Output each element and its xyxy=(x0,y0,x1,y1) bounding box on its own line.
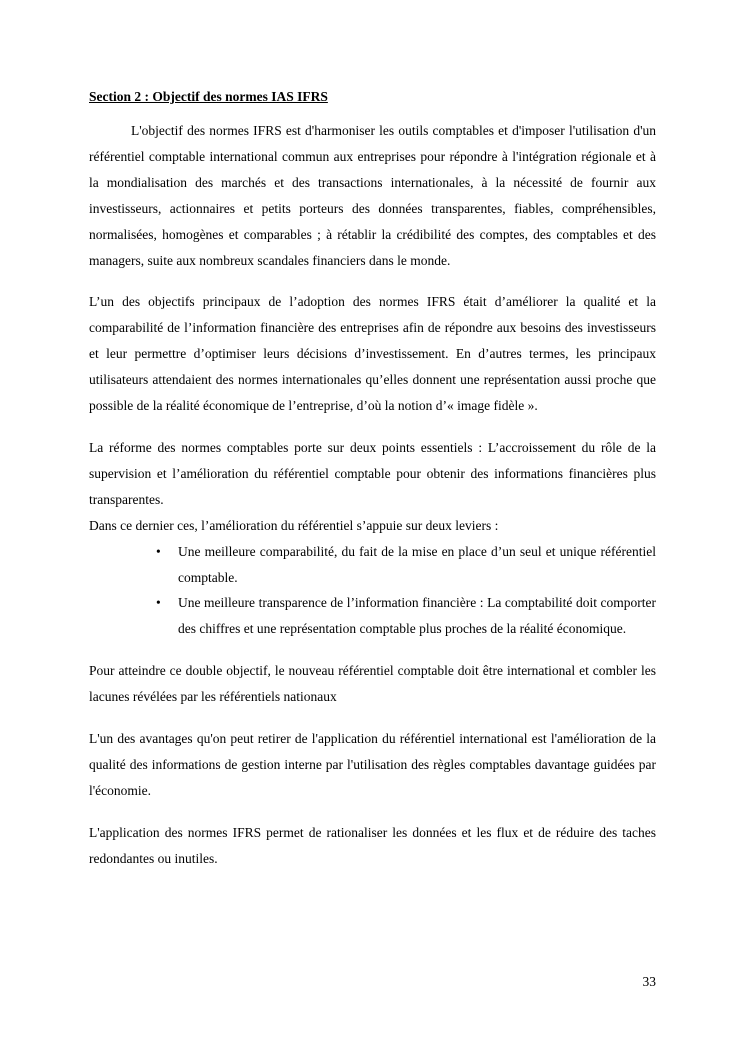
paragraph-rationalisation: L'application des normes IFRS permet de rationaliser les données et les flux et de réduire des taches redondantes ou inutiles. xyxy=(89,824,656,866)
section-title: Section 2 : Objectif des normes IAS IFRS xyxy=(89,89,328,104)
document-page xyxy=(89,86,656,888)
bullet-icon: • xyxy=(156,543,161,559)
page-number: 33 xyxy=(642,974,656,989)
list-item-text: Une meilleure comparabilité, du fait de la mise en place d’un seul et unique référentiel comptable. xyxy=(178,543,656,585)
paragraph-adoption-goals: L’un des objectifs principaux de l’adoption des normes IFRS était d’améliorer la qualité et la comparabilité de l’information financière des entreprises afin de répondre aux besoins des investisseurs et leur permettre d’optimiser leurs décisions d’investissement. En d’autres termes, les principaux utilisateurs attendaient des normes internationales qu’elles donnent une représentation aussi proche que possible de la réalité économique de l’entreprise, d’où la notion d’« image fidèle ». xyxy=(89,294,656,414)
paragraph-levers-intro: Dans ce dernier ces, l’amélioration du référentiel s’appuie sur deux leviers : xyxy=(89,517,499,533)
list-item xyxy=(156,539,656,591)
bullet-icon: • xyxy=(156,595,161,611)
paragraph-objective: L'objectif des normes IFRS est d'harmoniser les outils comptables et d'imposer l'utilisation d'un référentiel comptable international commun aux entreprises pour répondre à l'intégration régionale et à la mondialisation des marchés et des transactions internationales, à la nécessité de fournir aux investisseurs, actionnaires et petits porteurs des données transparentes, fiables, compréhensibles, normalisées, homogènes et comparables ; à rétablir la crédibilité des comptes, des comptables et des managers, suite aux nombreux scandales financiers dans le monde. xyxy=(89,123,656,268)
paragraph-double-objective: Pour atteindre ce double objectif, le nouveau référentiel comptable doit être international et combler les lacunes révélées par les référentiels nationaux xyxy=(89,663,656,705)
paragraph-advantages: L'un des avantages qu'on peut retirer de l'application du référentiel international est l'amélioration de la qualité des informations de gestion interne par l'utilisation des règles comptables davantage guidées par l'économie. xyxy=(89,731,656,798)
list-item-text: Une meilleure transparence de l’information financière : La comptabilité doit comporter des chiffres et une représentation comptable plus proches de la réalité économique. xyxy=(178,595,656,637)
paragraph-reform: La réforme des normes comptables porte sur deux points essentiels : L’accroissement du rôle de la supervision et l’amélioration du référentiel comptable pour obtenir des informations financières plus transparentes. xyxy=(89,439,656,507)
levers-list xyxy=(89,539,656,643)
list-item xyxy=(156,590,656,642)
